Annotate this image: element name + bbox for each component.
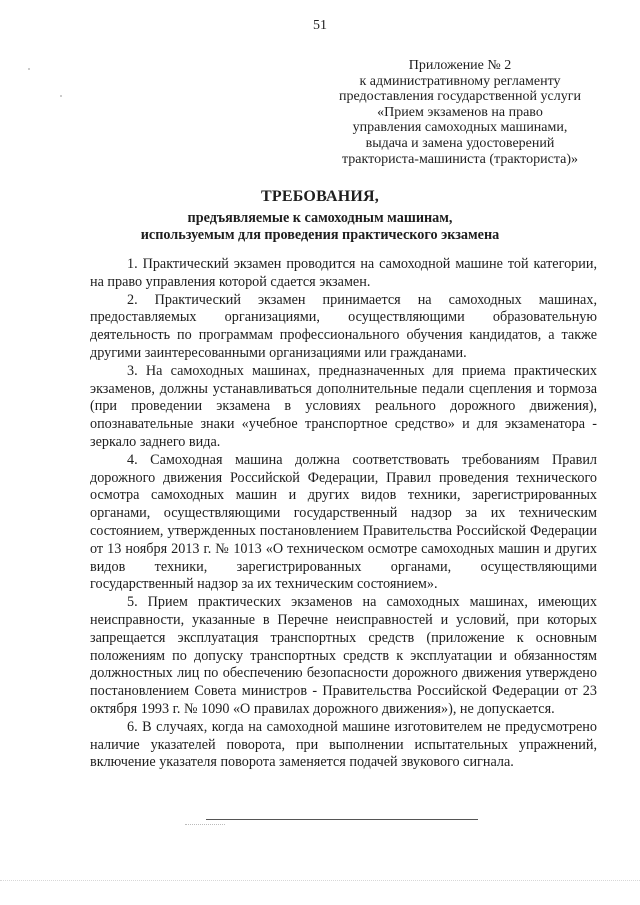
appendix-line: тракториста-машиниста (тракториста)» [342,151,578,167]
requirement-paragraph-3: 3. На самоходных машинах, предназначенных для приема практических экзаменов, должны устанавливаться дополнительные педали сцепления и тормоза (при проведении экзамена в условиях реального дорожного движения), опознавательные знаки «учебное транспортное средство» и для экзаменатора - зеркало заднего вида. [90,362,597,450]
subtitle-line: используемым для проведения практического экзамена [140,227,500,243]
requirement-paragraph-6: 6. В случаях, когда на самоходной машине изготовителем не предусмотрено наличие указателей поворота, при выполнении испытательных упражнений, включение указателя поворота заменяется подачей звукового сигнала. [90,718,597,771]
scan-speck [60,95,62,97]
appendix-line: Приложение № 2 [408,58,512,73]
requirement-paragraph-1: 1. Практический экзамен проводится на самоходной машине той категории, на право управления которой сдается экзамен. [90,256,597,290]
page-number: 51 [313,18,327,33]
bottom-scan-noise [0,880,640,881]
requirements-list [90,256,597,772]
scan-speck [28,68,30,70]
separator-scan-dots [185,824,225,825]
document-subtitle [60,210,580,244]
appendix-line: выдача и замена удостоверений [365,135,555,151]
requirement-paragraph-2: 2. Практический экзамен принимается на самоходных машинах, предоставляемых организациями, осуществляющими образовательную деятельность по программам профессионального обучения кандидатов, а также другими заинтересованными организациями или гражданами. [90,291,597,361]
end-separator-line [206,819,478,820]
requirement-paragraph-4: 4. Самоходная машина должна соответствовать требованиям Правил дорожного движения Российской Федерации, Правил проведения технического осмотра самоходных машин и других видов техники, зарегистрированных органами, осуществляющими государственный надзор за их техническим состоянием, утвержденных постановлением Правительства Российской Федерации от 13 ноября 2013 г. № 1013 «О техническом осмотре самоходных машин и других видов техники, зарегистрированных органами, осуществляющими государственный надзор за их техническим состоянием». [90,451,597,593]
appendix-header [310,58,610,167]
appendix-line: управления самоходных машинами, [352,120,568,136]
appendix-line: предоставления государственной услуги [339,89,581,105]
requirement-paragraph-5: 5. Прием практических экзаменов на самоходных машинах, имеющих неисправности, указанные в Перечне неисправностей и условий, при которых запрещается эксплуатация транспортных средств (приложение к основным положениям по допуску транспортных средств к эксплуатации и обязанностям должностных лиц по обеспечению безопасности дорожного движения утверждено постановлением Совета министров - Правительства Российской Федерации от 23 октября 1993 г. № 1090 «О правилах дорожного движения»), не допускается. [90,594,597,717]
appendix-line: «Прием экзаменов на право [377,104,543,120]
subtitle-line: предъявляемые к самоходным машинам, [187,210,453,226]
document-title: ТРЕБОВАНИЯ, [261,188,379,205]
appendix-line: к административному регламенту [359,73,561,89]
